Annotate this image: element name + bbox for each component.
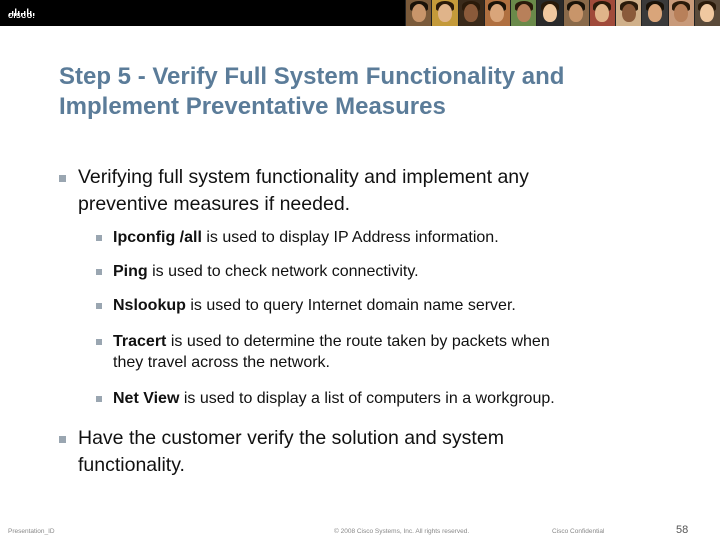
bullet-square-icon — [59, 436, 66, 443]
photo-face — [648, 4, 662, 22]
photo-face — [543, 4, 557, 22]
header-photo — [641, 0, 667, 26]
command-description: is used to query Internet domain name server. — [185, 297, 516, 314]
command-description: is used to display IP Address information. — [201, 229, 499, 246]
command-term: Ipconfig /all — [113, 229, 202, 246]
header-photo — [589, 0, 615, 26]
header-photo — [563, 0, 589, 26]
footer-confidential: Cisco Confidential — [552, 528, 605, 535]
header-photo — [510, 0, 536, 26]
command-term: Nslookup — [113, 297, 186, 314]
bullet-square-icon — [96, 303, 102, 309]
photo-face — [464, 4, 478, 22]
photo-face — [517, 4, 531, 22]
bullet-text-line-2: preventive measures if needed. — [78, 193, 351, 215]
header-photo — [405, 0, 431, 26]
photo-face — [412, 4, 426, 22]
bullet-verify-functionality — [78, 164, 529, 218]
command-description: is used to determine the route taken by packets when — [166, 333, 550, 350]
photo-face — [622, 4, 636, 22]
bullet-text-line-1: Verifying full system functionality and implement any — [78, 166, 529, 188]
header-photo — [694, 0, 720, 26]
sub-bullet-nslookup — [113, 295, 516, 316]
page-number: 58 — [676, 524, 689, 536]
sub-bullet-ipconfig — [113, 227, 499, 248]
photo-face — [700, 4, 714, 22]
bullet-square-icon — [96, 339, 102, 345]
cisco-logo-text: CISCO. — [8, 13, 36, 20]
bullet-text-line-2: functionality. — [78, 454, 185, 476]
bullet-text-line-1: Have the customer verify the solution and system — [78, 427, 504, 449]
photo-face — [595, 4, 609, 22]
cisco-logo — [8, 4, 42, 22]
header-photo — [536, 0, 562, 26]
header-photo — [431, 0, 457, 26]
sub-bullet-tracert — [113, 331, 550, 373]
slide-title — [59, 62, 699, 122]
sub-bullet-ping — [113, 261, 419, 282]
header-photo — [615, 0, 641, 26]
slide-title-line-1: Step 5 - Verify Full System Functionality and — [59, 63, 565, 90]
command-description: is used to display a list of computers in a workgroup. — [179, 390, 555, 407]
photo-face — [569, 4, 583, 22]
photo-face — [490, 4, 504, 22]
bullet-customer-verify — [78, 425, 504, 479]
command-term: Net View — [113, 390, 180, 407]
bullet-square-icon — [96, 396, 102, 402]
bullet-square-icon — [96, 269, 102, 275]
header-photo — [668, 0, 694, 26]
command-term: Tracert — [113, 333, 167, 350]
slide-title-line-2: Implement Preventative Measures — [59, 93, 446, 120]
photo-face — [674, 4, 688, 22]
header-photo — [458, 0, 484, 26]
command-description-continued: they travel across the network. — [113, 354, 330, 371]
photo-strip — [405, 0, 720, 26]
footer-presentation-id: Presentation_ID — [8, 528, 55, 535]
bullet-square-icon — [59, 175, 66, 182]
footer-copyright: © 2008 Cisco Systems, Inc. All rights reserved. — [334, 528, 470, 535]
header-photo — [484, 0, 510, 26]
header-banner — [0, 0, 720, 26]
command-description: is used to check network connectivity. — [147, 263, 419, 280]
photo-face — [438, 4, 452, 22]
sub-bullet-net-view — [113, 388, 555, 409]
bullet-square-icon — [96, 235, 102, 241]
command-term: Ping — [113, 263, 148, 280]
